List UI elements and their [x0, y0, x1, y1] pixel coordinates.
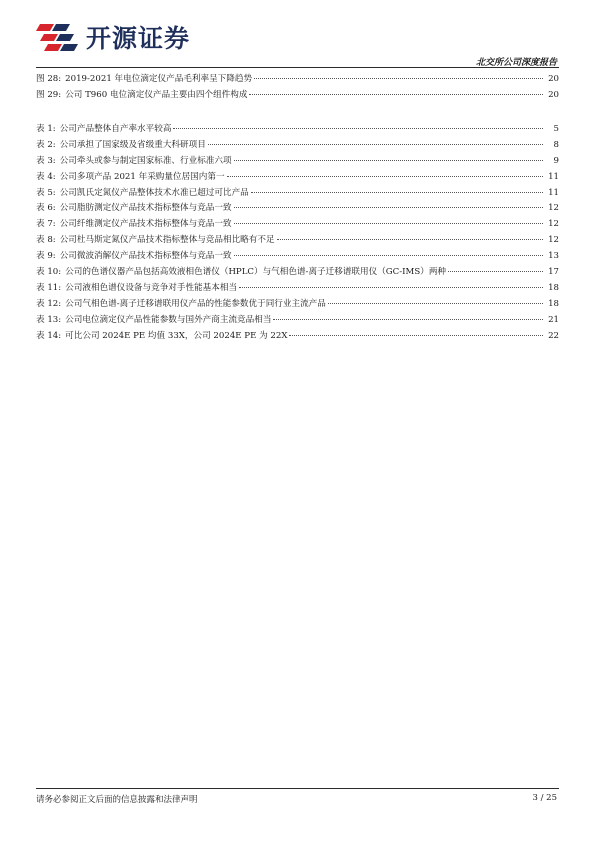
- table-toc-row[interactable]: [36, 281, 559, 297]
- figure-toc-row[interactable]: [36, 72, 559, 88]
- toc-dot-leader: [234, 255, 543, 256]
- toc-entry-label: 表 14:: [36, 330, 62, 341]
- toc-entry-title: 公司气相色谱-离子迁移谱联用仪产品的性能参数优于同行业主流产品: [65, 298, 326, 309]
- footer-divider: [36, 788, 559, 789]
- toc-entry-label: 表 2:: [36, 139, 56, 150]
- toc-dot-leader: [234, 207, 543, 208]
- brand-name: 开源证券: [86, 24, 191, 53]
- header-divider: [36, 67, 559, 68]
- toc-entry-label: 表 3:: [36, 155, 56, 166]
- table-toc-row[interactable]: [36, 265, 559, 281]
- table-toc-row[interactable]: [36, 313, 559, 329]
- toc-entry-title: 公司牵头或参与制定国家标准、行业标准六项: [59, 155, 232, 166]
- toc-entry-page: 9: [553, 155, 559, 166]
- toc-entry-title: 公司 T960 电位滴定仪产品主要由四个组件构成: [65, 89, 248, 100]
- toc-entry-label: 表 4:: [36, 171, 56, 182]
- table-toc-row[interactable]: [36, 249, 559, 265]
- toc-dot-leader: [249, 94, 543, 95]
- toc-entry-label: 表 9:: [36, 251, 56, 262]
- toc-dot-leader: [328, 303, 543, 304]
- toc-dot-leader: [208, 144, 543, 145]
- toc-entry-title: 公司脂肪测定仪产品技术指标整体与竞品一致: [59, 203, 232, 214]
- toc-entry-page: 11: [548, 171, 559, 182]
- toc-entry-page: 13: [548, 251, 559, 262]
- toc-entry-title: 公司凯氏定氮仪产品整体技术水准已超过可比产品: [59, 187, 249, 198]
- toc-entry-page: 20: [548, 74, 559, 84]
- toc-entry-label: 表 1:: [36, 124, 56, 134]
- kaiyuan-logo-icon: [36, 20, 80, 54]
- toc-dot-leader: [273, 319, 543, 320]
- toc-entry-page: 12: [548, 235, 559, 246]
- page-number: 3 / 25: [532, 793, 557, 803]
- legal-disclaimer: 请务必参阅正文后面的信息披露和法律声明: [36, 795, 198, 805]
- toc-dot-leader: [448, 271, 543, 272]
- toc-entry-title: 可比公司 2024E PE 均值 33X，公司 2024E PE 为 22X: [65, 330, 288, 341]
- toc-dot-leader: [239, 287, 543, 288]
- toc-entry-page: 18: [548, 298, 559, 309]
- toc-dot-leader: [234, 223, 543, 224]
- toc-entry-title: 公司承担了国家级及省级重大科研项目: [59, 139, 206, 150]
- toc-entry-page: 18: [548, 282, 559, 293]
- toc-dot-leader: [277, 239, 543, 240]
- toc-entry-page: 12: [548, 203, 559, 214]
- report-type-label: 北交所公司深度报告: [475, 58, 557, 68]
- toc-entry-title: 公司电位滴定仪产品性能参数与国外产商主流竞品相当: [65, 314, 272, 325]
- toc-dot-leader: [289, 335, 543, 336]
- brand-logo: [36, 20, 190, 54]
- toc-entry-label: 表 12:: [36, 298, 62, 309]
- toc-entry-title: 公司产品整体自产率水平较高: [59, 124, 172, 134]
- toc-dot-leader: [254, 78, 543, 79]
- table-toc-row[interactable]: [36, 233, 559, 249]
- toc-dot-leader: [227, 176, 543, 177]
- toc-entry-label: 表 10:: [36, 267, 62, 278]
- table-toc-row[interactable]: [36, 329, 559, 345]
- toc-entry-label: 表 5:: [36, 187, 56, 198]
- toc-entry-title: 公司液相色谱仪设备与竞争对手性能基本相当: [65, 282, 238, 293]
- toc-entry-page: 17: [548, 267, 559, 278]
- table-toc-row[interactable]: [36, 297, 559, 313]
- toc-entry-label: 图 28:: [36, 74, 62, 84]
- toc-entry-label: 表 13:: [36, 314, 62, 325]
- toc-entry-label: 表 11:: [36, 282, 62, 293]
- table-toc-row[interactable]: [36, 186, 559, 202]
- toc-entry-label: 表 8:: [36, 235, 56, 246]
- toc-entry-label: 表 7:: [36, 219, 56, 230]
- toc-entry-title: 公司多项产品 2021 年采购量位居国内第一: [59, 171, 225, 182]
- toc-entry-page: 8: [553, 139, 559, 150]
- table-toc-row[interactable]: [36, 170, 559, 186]
- toc-dot-leader: [173, 128, 543, 129]
- figure-toc-list: [36, 72, 559, 104]
- toc-entry-title: 公司的色谱仪器产品包括高效液相色谱仪（HPLC）与气相色谱-离子迁移谱联用仪（GC-IMS）两种: [65, 267, 447, 278]
- table-toc-row[interactable]: [36, 217, 559, 233]
- toc-entry-label: 表 6:: [36, 203, 56, 214]
- toc-entry-title: 公司杜马斯定氮仪产品技术指标整体与竞品相比略有不足: [59, 235, 275, 246]
- toc-entry-title: 公司微波消解仪产品技术指标整体与竞品一致: [59, 251, 232, 262]
- table-toc-list: [36, 122, 559, 344]
- toc-entry-title: 2019-2021 年电位滴定仪产品毛利率呈下降趋势: [65, 74, 253, 84]
- toc-entry-page: 12: [548, 219, 559, 230]
- table-toc-row[interactable]: [36, 154, 559, 170]
- toc-entry-page: 20: [548, 89, 559, 100]
- toc-dot-leader: [234, 160, 543, 161]
- toc-entry-page: 11: [548, 187, 559, 198]
- toc-entry-page: 21: [548, 314, 559, 325]
- toc-entry-label: 图 29:: [36, 89, 62, 100]
- toc-entry-title: 公司纤维测定仪产品技术指标整体与竞品一致: [59, 219, 232, 230]
- table-toc-row[interactable]: [36, 138, 559, 154]
- toc-entry-page: 5: [553, 124, 559, 134]
- table-toc-row[interactable]: [36, 122, 559, 138]
- toc-entry-page: 22: [548, 330, 559, 341]
- figure-toc-row[interactable]: [36, 88, 559, 104]
- toc-dot-leader: [251, 192, 543, 193]
- table-toc-row[interactable]: [36, 201, 559, 217]
